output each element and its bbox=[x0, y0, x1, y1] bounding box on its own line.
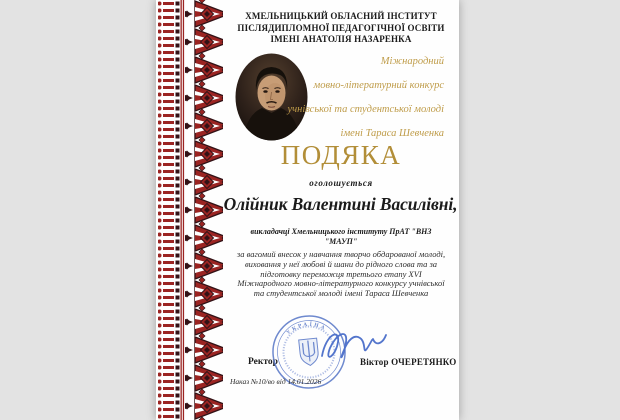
recipient-name: Олійник Валентині Василівні, bbox=[223, 194, 458, 214]
contest-line: учнівської та студентської молоді bbox=[287, 104, 444, 115]
citation-line: підготовку переможця третього етапу XVI bbox=[260, 268, 422, 279]
citation-line: Міжнародного мовно-літературного конкурсу учнівської bbox=[237, 278, 445, 289]
institute-header bbox=[218, 11, 464, 46]
certificate-page bbox=[156, 0, 459, 420]
position-line: "МАУП" bbox=[324, 237, 358, 246]
order-reference: Наказ №10/во від 14.01.2026 bbox=[230, 377, 322, 386]
institute-line: ІМЕНІ АНАТОЛІЯ НАЗАРЕНКА bbox=[270, 34, 412, 44]
contest-line: мовно-літературний конкурс bbox=[313, 80, 444, 91]
citation-line: виховання у неї любові й шани до рідного слова та за bbox=[244, 258, 438, 269]
contest-line: імені Тараса Шевченка bbox=[340, 128, 444, 139]
institute-line: ПІСЛЯДИПЛОМНОЇ ПЕДАГОГІЧНОЇ ОСВІТИ bbox=[237, 22, 445, 33]
citation-text bbox=[216, 250, 466, 299]
announcement-text: оголошується bbox=[309, 178, 373, 188]
citation-line: та студентської молоді імені Тараса Шевченка bbox=[253, 288, 429, 299]
citation-line: за вагомий внесок у навчання творчо обдарованої молоді, bbox=[236, 249, 446, 259]
handwritten-signature bbox=[314, 316, 390, 376]
stamp-country-text: УКРАЇНА bbox=[285, 321, 328, 337]
rector-name: Віктор ОЧЕРЕТЯНКО bbox=[360, 357, 457, 367]
contest-name bbox=[284, 50, 444, 146]
contest-line: Міжнародний bbox=[380, 56, 444, 67]
position-line: викладачці Хмельницького інституту ПрАТ "ВНЗ bbox=[250, 227, 432, 236]
rector-label: Ректор bbox=[248, 357, 278, 367]
institute-line: ХМЕЛЬНИЦЬКИЙ ОБЛАСНИЙ ІНСТИТУТ bbox=[245, 11, 437, 21]
recipient-position bbox=[218, 227, 464, 247]
certificate-title: ПОДЯКА bbox=[280, 140, 402, 170]
